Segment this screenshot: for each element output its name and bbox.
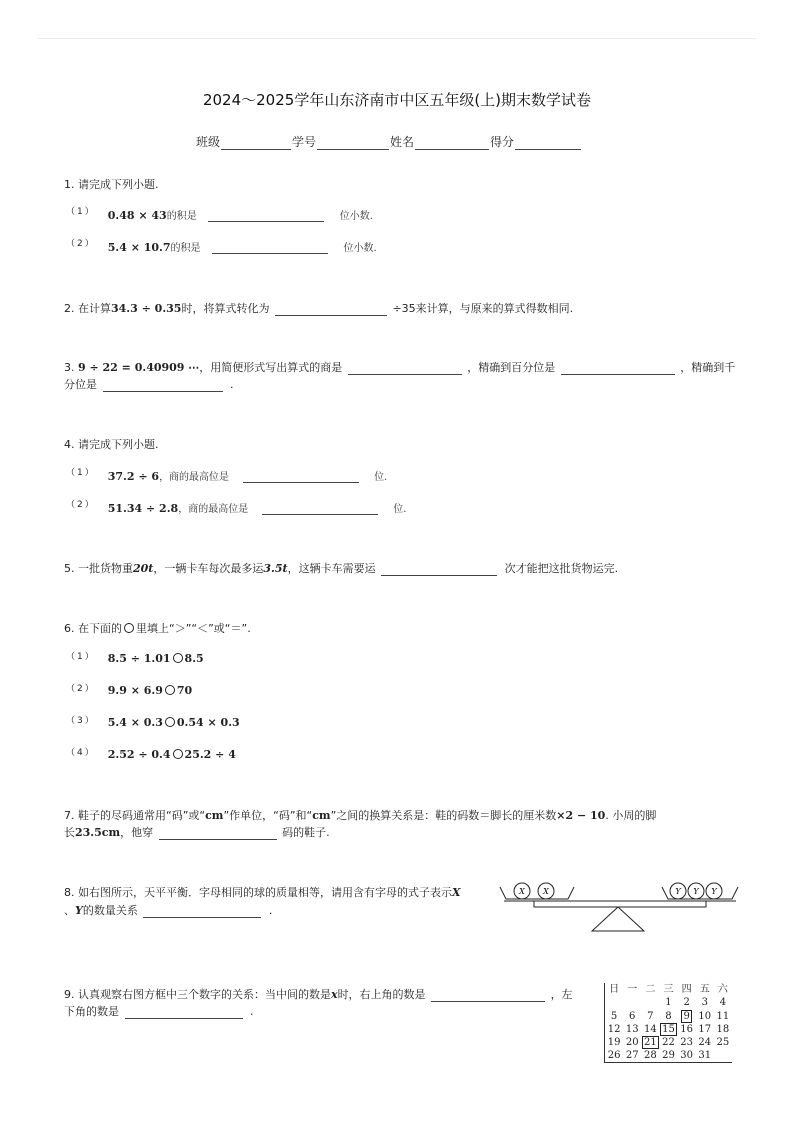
text: . 小周的脚 bbox=[605, 809, 657, 822]
text: 次才能把这批货物运完. bbox=[504, 562, 619, 575]
calendar-cell: 22 bbox=[662, 1037, 675, 1049]
text: . bbox=[250, 1005, 254, 1018]
calendar-cell bbox=[714, 1049, 732, 1062]
text: 的积是 bbox=[166, 211, 197, 222]
calendar-cell: 16 bbox=[680, 1023, 693, 1035]
text: 分位是 bbox=[64, 378, 97, 391]
part-number: （4） bbox=[66, 748, 96, 758]
answer-blank[interactable] bbox=[143, 906, 261, 918]
answer-blank[interactable] bbox=[561, 363, 675, 375]
class-field[interactable] bbox=[221, 136, 291, 150]
part-number: （1） bbox=[66, 652, 96, 662]
question-7-line-2 bbox=[64, 824, 330, 840]
question-9-line-1 bbox=[64, 986, 573, 1002]
calendar-cell: 10 bbox=[698, 1010, 712, 1022]
text: 6. 在下面的 bbox=[64, 622, 122, 635]
text: 位. bbox=[393, 504, 407, 515]
value: 3.5t bbox=[263, 562, 288, 575]
answer-blank[interactable] bbox=[262, 503, 378, 515]
text: 5. 一批货物重 bbox=[64, 562, 133, 575]
calendar-cell: 三 bbox=[663, 984, 674, 995]
right-expression: 0.54 × 0.3 bbox=[176, 716, 240, 729]
variable: x bbox=[331, 988, 338, 1001]
question-9-line-2 bbox=[64, 1003, 254, 1019]
left-pan bbox=[500, 887, 574, 899]
calendar-cell: 20 bbox=[625, 1037, 639, 1049]
name-field[interactable] bbox=[415, 136, 489, 150]
text: ，精确到千 bbox=[680, 361, 736, 374]
ball-label: Y bbox=[675, 887, 681, 896]
text: ，用简便形式写出算式的商是 bbox=[199, 361, 343, 374]
calendar-cell: 一 bbox=[627, 984, 638, 995]
expression: 51.34 ÷ 2.8 bbox=[107, 502, 179, 515]
text: 的积是 bbox=[170, 243, 201, 254]
top-rule bbox=[38, 38, 756, 39]
question-1-part-1 bbox=[66, 207, 373, 222]
calendar-cell: 二 bbox=[645, 984, 656, 995]
calendar-cell: 1 bbox=[665, 997, 672, 1009]
calendar-cell: 6 bbox=[629, 1010, 636, 1022]
class-label: 班级 bbox=[196, 135, 221, 149]
text: ，一辆卡车每次最多运 bbox=[153, 562, 264, 575]
calendar-week-row bbox=[605, 1010, 732, 1023]
formula: ×2 − 10 bbox=[556, 809, 606, 822]
calendar-cell-boxed: 15 bbox=[662, 1023, 675, 1035]
calendar-cell bbox=[641, 996, 659, 1009]
page-title: 2024～2025学年山东济南市中区五年级(上)期末数学试卷 bbox=[202, 91, 592, 109]
question-1-stem: 1. 请完成下列小题. bbox=[64, 178, 159, 191]
calendar-cell: 27 bbox=[625, 1050, 639, 1062]
left-expression: 8.5 ÷ 1.01 bbox=[107, 652, 171, 665]
variable: X bbox=[452, 886, 461, 899]
part-number: （2） bbox=[66, 684, 96, 694]
calendar-week-row bbox=[605, 1036, 732, 1049]
text: 码的鞋子. bbox=[282, 826, 330, 839]
calendar-cell-boxed: 21 bbox=[643, 1037, 657, 1049]
left-expression: 5.4 × 0.3 bbox=[107, 716, 163, 729]
text: ，精确到百分位是 bbox=[467, 361, 556, 374]
part-number: （1） bbox=[66, 468, 96, 478]
ball-label: X bbox=[543, 887, 549, 896]
text: ，商的最高位是 bbox=[159, 472, 230, 483]
text: ，商的最高位是 bbox=[178, 504, 249, 515]
variable: Y bbox=[75, 904, 83, 917]
text: 、 bbox=[64, 904, 75, 917]
text: ”之间的换算关系是：鞋的码数＝脚长的厘米数 bbox=[330, 809, 557, 822]
text: ”作单位，“码”和“ bbox=[223, 809, 313, 822]
answer-blank[interactable] bbox=[348, 363, 462, 375]
answer-blank[interactable] bbox=[243, 471, 359, 483]
calendar-cell-boxed: 9 bbox=[683, 1010, 690, 1022]
expression: 0.48 × 43 bbox=[107, 209, 167, 222]
text: 9. 认真观察右图方框中三个数字的关系：当中间的数是 bbox=[64, 988, 331, 1001]
text: 时，右上角的数是 bbox=[337, 988, 426, 1001]
ball-label: Y bbox=[693, 887, 699, 896]
text: 8. 如右图所示，天平平衡．字母相同的球的质量相等，请用含有字母的式子表示 bbox=[64, 886, 452, 899]
text: ÷35来计算，与原来的算式得数相同. bbox=[392, 302, 574, 315]
calendar-cell: 5 bbox=[610, 1010, 618, 1022]
id-field[interactable] bbox=[317, 136, 389, 150]
calendar-week-row bbox=[605, 996, 732, 1009]
question-4-part-1 bbox=[66, 468, 387, 483]
question-6-part-2 bbox=[66, 684, 192, 697]
calendar-header-row bbox=[605, 983, 732, 996]
expression: 37.2 ÷ 6 bbox=[107, 470, 160, 483]
question-8-line-2 bbox=[64, 902, 272, 918]
calendar-cell: 29 bbox=[662, 1050, 675, 1062]
student-info-row bbox=[196, 133, 582, 150]
expression: 34.3 ÷ 0.35 bbox=[111, 302, 182, 315]
answer-blank[interactable] bbox=[275, 304, 387, 316]
question-6-part-4 bbox=[66, 748, 236, 761]
question-5 bbox=[64, 560, 618, 576]
answer-blank[interactable] bbox=[381, 564, 497, 576]
question-8-line-1 bbox=[64, 884, 461, 900]
part-number: （2） bbox=[66, 239, 96, 249]
calendar-figure bbox=[604, 983, 732, 1063]
compare-circle[interactable] bbox=[173, 749, 183, 759]
calendar-week-row bbox=[605, 1049, 732, 1062]
value: 20t bbox=[133, 562, 154, 575]
calendar-cell: 26 bbox=[607, 1050, 621, 1062]
compare-circle[interactable] bbox=[165, 717, 175, 727]
right-expression: 70 bbox=[176, 684, 193, 697]
calendar-cell: 13 bbox=[625, 1023, 639, 1035]
ball-label: X bbox=[519, 887, 525, 896]
calendar-cell: 28 bbox=[643, 1050, 657, 1062]
text: ，左 bbox=[550, 988, 573, 1001]
compare-circle[interactable] bbox=[173, 653, 183, 663]
answer-blank[interactable] bbox=[125, 1007, 243, 1019]
calendar-cell: 31 bbox=[698, 1050, 712, 1062]
calendar-cell: 3 bbox=[701, 997, 708, 1009]
right-expression: 25.2 ÷ 4 bbox=[184, 748, 236, 761]
value: 23.5cm bbox=[75, 826, 121, 839]
text: 3. bbox=[64, 361, 75, 374]
calendar-cell: 19 bbox=[607, 1037, 621, 1049]
calendar-cell bbox=[605, 996, 623, 1009]
answer-blank[interactable] bbox=[431, 990, 545, 1002]
calendar-cell: 24 bbox=[698, 1037, 712, 1049]
question-6-part-3 bbox=[66, 716, 240, 729]
question-3-line-1 bbox=[64, 359, 735, 375]
text: 2. 在计算 bbox=[64, 302, 111, 315]
calendar-cell: 14 bbox=[643, 1023, 657, 1035]
stand-triangle bbox=[592, 907, 644, 931]
expression: 5.4 × 10.7 bbox=[107, 241, 171, 254]
ball-label: Y bbox=[711, 887, 717, 896]
calendar-cell: 30 bbox=[680, 1050, 693, 1062]
unit: cm bbox=[312, 809, 331, 822]
answer-blank[interactable] bbox=[159, 828, 277, 840]
text: ，他穿 bbox=[120, 826, 154, 839]
left-expression: 9.9 × 6.9 bbox=[107, 684, 163, 697]
left-expression: 2.52 ÷ 0.4 bbox=[107, 748, 171, 761]
calendar-cell: 23 bbox=[680, 1037, 693, 1049]
text: 位. bbox=[374, 472, 388, 483]
calendar-cell: 2 bbox=[683, 997, 690, 1009]
text: ，这辆卡车需要运 bbox=[287, 562, 376, 575]
name-label: 姓名 bbox=[390, 135, 415, 149]
text: 里填上“＞”“＜”或“＝”. bbox=[136, 622, 251, 635]
question-2 bbox=[64, 300, 573, 316]
calendar-cell: 18 bbox=[716, 1023, 730, 1035]
text: 位小数. bbox=[339, 211, 373, 222]
calendar-cell: 7 bbox=[647, 1010, 654, 1022]
text: 7. 鞋子的尽码通常用“码”或“ bbox=[64, 809, 206, 822]
text: 的数量关系 bbox=[82, 904, 138, 917]
calendar-cell: 4 bbox=[719, 997, 727, 1009]
id-label: 学号 bbox=[292, 135, 317, 149]
question-4-stem: 4. 请完成下列小题. bbox=[64, 438, 159, 451]
calendar-cell: 17 bbox=[698, 1023, 712, 1035]
part-number: （2） bbox=[66, 500, 96, 510]
text: 时，将算式转化为 bbox=[181, 302, 270, 315]
unit: cm bbox=[205, 809, 224, 822]
question-3-line-2 bbox=[64, 376, 234, 392]
calendar-cell: 25 bbox=[716, 1037, 730, 1049]
question-4-part-2 bbox=[66, 500, 406, 515]
text: . bbox=[230, 378, 234, 391]
text: 下角的数是 bbox=[64, 1005, 119, 1018]
text: 位小数. bbox=[343, 243, 377, 254]
circle-icon bbox=[124, 623, 134, 633]
calendar-cell: 8 bbox=[665, 1010, 672, 1022]
question-7-line-1 bbox=[64, 807, 656, 823]
question-1-part-2 bbox=[66, 239, 377, 254]
compare-circle[interactable] bbox=[165, 685, 175, 695]
answer-blank[interactable] bbox=[212, 242, 328, 254]
calendar-week-row bbox=[605, 1023, 732, 1036]
expression: 9 ÷ 22 = 0.40909 ⋯ bbox=[78, 361, 200, 374]
calendar-cell: 11 bbox=[716, 1010, 730, 1022]
balance-scale-figure bbox=[498, 877, 742, 935]
calendar-cell: 日 bbox=[609, 984, 620, 995]
answer-blank[interactable] bbox=[103, 380, 223, 392]
answer-blank[interactable] bbox=[208, 210, 324, 222]
score-field[interactable] bbox=[515, 136, 581, 150]
part-number: （3） bbox=[66, 716, 96, 726]
score-label: 得分 bbox=[490, 135, 515, 149]
question-6-part-1 bbox=[66, 652, 204, 665]
text: 长 bbox=[64, 826, 75, 839]
pivot-block bbox=[534, 901, 706, 907]
text: . bbox=[268, 904, 273, 917]
calendar-cell: 五 bbox=[699, 984, 710, 995]
calendar-cell: 12 bbox=[607, 1023, 621, 1035]
calendar-cell bbox=[623, 996, 641, 1009]
calendar-cell: 四 bbox=[681, 984, 692, 995]
calendar-cell: 六 bbox=[717, 984, 728, 995]
right-expression: 8.5 bbox=[184, 652, 204, 665]
question-6-stem bbox=[64, 620, 251, 636]
part-number: （1） bbox=[66, 207, 96, 217]
